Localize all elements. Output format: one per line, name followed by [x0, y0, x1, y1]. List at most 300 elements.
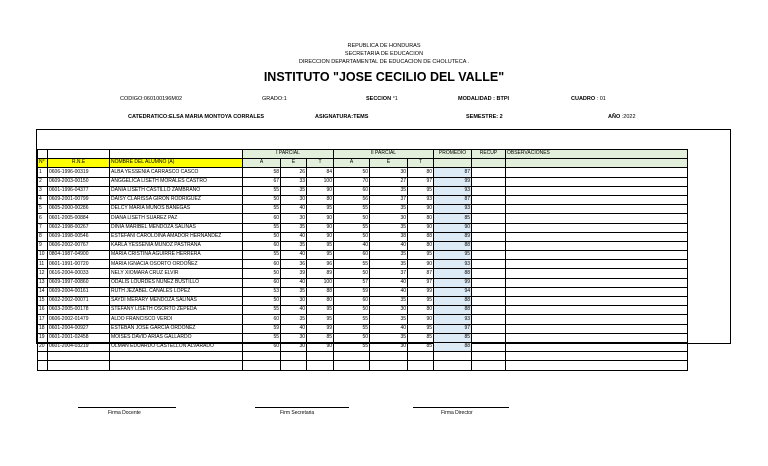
- row-rne: 0609-1997-00860: [48, 278, 110, 287]
- row-p1-a: 55: [243, 333, 281, 342]
- row-observaciones: [506, 205, 688, 214]
- row-p2-t: 88: [408, 232, 434, 241]
- row-p1-a: 55: [243, 223, 281, 232]
- seccion-label: [366, 96, 398, 102]
- row-p2-e: 40: [370, 287, 408, 296]
- row-recup: [472, 177, 506, 186]
- row-rne: 0609-2004-00161: [48, 287, 110, 296]
- table-row: [38, 195, 688, 204]
- signature-label-secretaria: Firm Secretaria: [280, 410, 315, 416]
- row-name: ANGGELICA LISETH MORALES CASTRO: [110, 177, 243, 186]
- row-number: 19: [38, 333, 48, 342]
- signature-line-secretaria: [255, 407, 349, 408]
- row-name: MARIA IGNACIA OSORTO ORDOÑEZ: [110, 260, 243, 269]
- row-p2-t: 95: [408, 324, 434, 333]
- row-p2-a: 40: [334, 241, 370, 250]
- document-title: INSTITUTO "JOSE CECILIO DEL VALLE": [263, 70, 505, 84]
- row-p2-e: 40: [370, 241, 408, 250]
- row-p2-e: 40: [370, 278, 408, 287]
- row-observaciones: [506, 232, 688, 241]
- row-p1-e: 40: [281, 278, 307, 287]
- row-number: 11: [38, 260, 48, 269]
- empty-cell: [370, 352, 408, 361]
- row-recup: [472, 251, 506, 260]
- row-observaciones: [506, 241, 688, 250]
- row-promedio: 93: [434, 315, 472, 324]
- empty-cell: [110, 352, 243, 361]
- row-number: 20: [38, 342, 48, 351]
- row-p2-a: 60: [334, 186, 370, 195]
- signature-line-director: [413, 407, 509, 408]
- row-p2-e: 35: [370, 205, 408, 214]
- asignatura-label: ASIGNATURA:TEMS: [315, 114, 369, 120]
- row-number: 18: [38, 324, 48, 333]
- row-recup: [472, 232, 506, 241]
- row-name: ALDO FRANCISCO VERDI: [110, 315, 243, 324]
- row-observaciones: [506, 342, 688, 351]
- row-p2-e: 35: [370, 251, 408, 260]
- row-p2-t: 80: [408, 168, 434, 177]
- empty-cell: [243, 361, 281, 370]
- row-name: ALBA YESSENIA CARRASCO CASCO: [110, 168, 243, 177]
- row-rne: 0602-1998-00267: [48, 223, 110, 232]
- empty-cell: [243, 352, 281, 361]
- row-number: 14: [38, 287, 48, 296]
- col-promedio-blank: [434, 159, 472, 168]
- empty-cell: [434, 361, 472, 370]
- header-blank-rne: [48, 150, 110, 159]
- row-observaciones: [506, 214, 688, 223]
- row-promedio: 99: [434, 177, 472, 186]
- row-number: 12: [38, 269, 48, 278]
- row-p1-a: 67: [243, 177, 281, 186]
- empty-cell: [38, 352, 48, 361]
- row-promedio: 93: [434, 205, 472, 214]
- row-p2-e: 37: [370, 269, 408, 278]
- row-rne: 0606-2002-00767: [48, 241, 110, 250]
- anio-value: :2022: [621, 114, 636, 120]
- row-observaciones: [506, 223, 688, 232]
- row-recup: [472, 186, 506, 195]
- row-name: DINIA MARIBEL MENDOZA SALINAS: [110, 223, 243, 232]
- row-p1-e: 40: [281, 251, 307, 260]
- row-rne: 0601-2004-00927: [48, 324, 110, 333]
- row-recup: [472, 342, 506, 351]
- row-number: 3: [38, 186, 48, 195]
- row-observaciones: [506, 315, 688, 324]
- row-promedio: 95: [434, 251, 472, 260]
- row-p1-e: 30: [281, 195, 307, 204]
- row-p1-e: 35: [281, 315, 307, 324]
- row-p1-a: 53: [243, 287, 281, 296]
- row-recup: [472, 306, 506, 315]
- row-p2-e: 35: [370, 186, 408, 195]
- row-p1-t: 84: [307, 168, 334, 177]
- semestre-label: [466, 114, 503, 120]
- row-p2-t: 95: [408, 186, 434, 195]
- row-p1-t: 90: [307, 186, 334, 195]
- row-p2-e: 35: [370, 297, 408, 306]
- row-number: 4: [38, 195, 48, 204]
- table-row: [38, 333, 688, 342]
- row-number: 13: [38, 278, 48, 287]
- row-p1-e: 40: [281, 232, 307, 241]
- grades-table: [37, 149, 688, 371]
- row-p1-a: 55: [243, 186, 281, 195]
- row-p1-a: 59: [243, 324, 281, 333]
- anio-label: [608, 114, 636, 120]
- col-nombre-header: NOMBRE DEL ALUMNO (A): [110, 159, 243, 168]
- row-number: 15: [38, 297, 48, 306]
- grado-label: GRADO:1: [262, 96, 287, 102]
- row-promedio: 94: [434, 287, 472, 296]
- table-row: [38, 269, 688, 278]
- empty-row: [38, 361, 688, 370]
- row-p2-a: 59: [334, 287, 370, 296]
- col-rne-header: R.N.E: [48, 159, 110, 168]
- row-p1-e: 30: [281, 342, 307, 351]
- row-promedio: 89: [434, 232, 472, 241]
- row-p2-e: 35: [370, 223, 408, 232]
- row-name: OLMAN EDUARDO CASTELLON ALVARADO: [110, 342, 243, 351]
- row-promedio: 88: [434, 297, 472, 306]
- empty-cell: [48, 352, 110, 361]
- row-rne: 0606-2002-01479: [48, 315, 110, 324]
- row-rne: 0603-2005-00178: [48, 306, 110, 315]
- row-p2-e: 35: [370, 260, 408, 269]
- row-recup: [472, 214, 506, 223]
- row-p1-t: 99: [307, 324, 334, 333]
- col-n-header: N°: [38, 159, 48, 168]
- header-blank-n: [38, 150, 48, 159]
- row-name: DELCY MARIA MUÑOS BANEGAS: [110, 205, 243, 214]
- row-p1-t: 80: [307, 297, 334, 306]
- row-name: RUTH JEZABEL CANALES LOPEZ: [110, 287, 243, 296]
- table-row: [38, 241, 688, 250]
- row-p1-e: 35: [281, 241, 307, 250]
- row-promedio: 88: [434, 241, 472, 250]
- row-rne: 0605-2000-00286: [48, 205, 110, 214]
- row-observaciones: [506, 195, 688, 204]
- row-p1-a: 60: [243, 260, 281, 269]
- row-number: 1: [38, 168, 48, 177]
- row-p2-t: 95: [408, 251, 434, 260]
- row-promedio: 87: [434, 168, 472, 177]
- row-p1-t: 100: [307, 278, 334, 287]
- row-observaciones: [506, 324, 688, 333]
- table-row: [38, 168, 688, 177]
- row-name: KARLA YESSENIA MUÑOZ PASTRANA: [110, 241, 243, 250]
- seccion-value: °1: [392, 96, 398, 102]
- row-p1-t: 95: [307, 241, 334, 250]
- row-rne: 0601-2001-02458: [48, 333, 110, 342]
- empty-cell: [408, 352, 434, 361]
- row-observaciones: [506, 260, 688, 269]
- row-observaciones: [506, 278, 688, 287]
- row-p1-t: 100: [307, 177, 334, 186]
- row-name: DANIA LISETH CASTILLO ZAMBRANO: [110, 186, 243, 195]
- row-p1-e: 40: [281, 205, 307, 214]
- row-observaciones: [506, 168, 688, 177]
- row-recup: [472, 269, 506, 278]
- row-number: 5: [38, 205, 48, 214]
- row-p1-t: 95: [307, 251, 334, 260]
- header-row-parcial: [38, 150, 688, 159]
- row-p1-t: 89: [307, 269, 334, 278]
- row-p1-e: 33: [281, 177, 307, 186]
- empty-cell: [38, 361, 48, 370]
- row-p1-t: 80: [307, 195, 334, 204]
- row-p2-e: 30: [370, 214, 408, 223]
- row-p1-a: 50: [243, 195, 281, 204]
- table-row: [38, 214, 688, 223]
- row-promedio: 93: [434, 186, 472, 195]
- row-p1-e: 35: [281, 287, 307, 296]
- empty-cell: [370, 361, 408, 370]
- row-observaciones: [506, 177, 688, 186]
- row-p2-a: 50: [334, 214, 370, 223]
- row-p1-a: 60: [243, 278, 281, 287]
- row-p1-t: 95: [307, 205, 334, 214]
- row-recup: [472, 260, 506, 269]
- col-e2-header: E: [370, 159, 408, 168]
- row-p2-a: 55: [334, 324, 370, 333]
- table-row: [38, 278, 688, 287]
- signature-label-director: Firma Director: [441, 410, 473, 416]
- row-p2-a: 55: [334, 342, 370, 351]
- table-row: [38, 260, 688, 269]
- empty-cell: [281, 352, 307, 361]
- row-p2-a: 60: [334, 297, 370, 306]
- table-row: [38, 177, 688, 186]
- row-rne: 0804-1987-04900: [48, 251, 110, 260]
- header-line-2: SECRETARIA DE EDUCACION: [344, 51, 424, 57]
- row-promedio: 88: [434, 306, 472, 315]
- catedratico-label: CATEDRATICO:ELSA MARIA MONTOYA CORRALES: [128, 114, 265, 120]
- row-rne: 0616-2004-00033: [48, 269, 110, 278]
- row-p1-e: 40: [281, 306, 307, 315]
- row-p2-e: 27: [370, 177, 408, 186]
- row-p2-t: 85: [408, 342, 434, 351]
- row-p2-a: 57: [334, 278, 370, 287]
- row-p1-a: 60: [243, 214, 281, 223]
- empty-cell: [506, 361, 688, 370]
- col-e1-header: E: [281, 159, 307, 168]
- row-recup: [472, 223, 506, 232]
- row-p1-t: 90: [307, 223, 334, 232]
- row-p2-e: 37: [370, 195, 408, 204]
- row-p1-a: 55: [243, 251, 281, 260]
- header-line-1: REPUBLICA DE HONDURAS: [347, 43, 421, 49]
- col-obs-blank: [506, 159, 688, 168]
- row-recup: [472, 205, 506, 214]
- promedio-header: PROMEDIO: [434, 150, 472, 159]
- row-number: 9: [38, 241, 48, 250]
- row-p2-e: 35: [370, 333, 408, 342]
- empty-cell: [408, 361, 434, 370]
- seccion-key: SECCION: [366, 96, 392, 102]
- header-blank-nombre: [110, 150, 243, 159]
- row-p1-e: 30: [281, 297, 307, 306]
- row-name: NELY XIOMARA CRUZ ELVIR: [110, 269, 243, 278]
- row-number: 2: [38, 177, 48, 186]
- empty-cell: [472, 352, 506, 361]
- row-recup: [472, 195, 506, 204]
- row-p2-t: 97: [408, 278, 434, 287]
- row-recup: [472, 333, 506, 342]
- row-promedio: 85: [434, 214, 472, 223]
- empty-row: [38, 352, 688, 361]
- row-rne: 0601-2005-00884: [48, 214, 110, 223]
- table-row: [38, 251, 688, 260]
- row-p1-e: 35: [281, 186, 307, 195]
- row-number: 8: [38, 232, 48, 241]
- row-recup: [472, 287, 506, 296]
- empty-cell: [506, 352, 688, 361]
- row-p2-e: 30: [370, 342, 408, 351]
- row-p2-a: 50: [334, 232, 370, 241]
- row-p1-e: 36: [281, 260, 307, 269]
- row-promedio: 97: [434, 324, 472, 333]
- row-promedio: 88: [434, 342, 472, 351]
- row-rne: 0609-2003-00150: [48, 177, 110, 186]
- observaciones-header: OBSERVACIONES: [506, 150, 688, 159]
- row-p2-t: 97: [408, 177, 434, 186]
- row-observaciones: [506, 306, 688, 315]
- row-p2-e: 35: [370, 315, 408, 324]
- table-row: [38, 315, 688, 324]
- row-p2-a: 50: [334, 168, 370, 177]
- row-number: 7: [38, 223, 48, 232]
- row-p2-a: 70: [334, 177, 370, 186]
- row-p1-t: 96: [307, 260, 334, 269]
- row-p2-e: 30: [370, 306, 408, 315]
- col-a2-header: A: [334, 159, 370, 168]
- row-p1-a: 50: [243, 269, 281, 278]
- row-recup: [472, 297, 506, 306]
- row-name: SAYDI MERARY MENDOZA SALINAS: [110, 297, 243, 306]
- row-promedio: 85: [434, 333, 472, 342]
- row-p2-t: 90: [408, 205, 434, 214]
- row-p2-a: 55: [334, 260, 370, 269]
- row-p2-a: 50: [334, 333, 370, 342]
- row-recup: [472, 241, 506, 250]
- row-observaciones: [506, 333, 688, 342]
- col-a1-header: A: [243, 159, 281, 168]
- row-p1-t: 95: [307, 306, 334, 315]
- cuadro-label: [571, 96, 606, 102]
- row-p2-t: 80: [408, 214, 434, 223]
- table-row: [38, 297, 688, 306]
- row-p2-t: 85: [408, 333, 434, 342]
- row-p1-t: 85: [307, 333, 334, 342]
- empty-cell: [334, 361, 370, 370]
- row-p1-e: 30: [281, 214, 307, 223]
- row-p2-a: 55: [334, 223, 370, 232]
- row-p1-t: 95: [307, 315, 334, 324]
- row-p2-t: 95: [408, 297, 434, 306]
- semestre-value: SEMESTRE: 2: [466, 114, 503, 120]
- header-line-3: DIRECCION DEPARTAMENTAL DE EDUCACION DE CHOLUTECA .: [298, 59, 470, 65]
- table-row: [38, 205, 688, 214]
- row-p2-t: 80: [408, 241, 434, 250]
- col-recup-blank: [472, 159, 506, 168]
- row-promedio: 88: [434, 269, 472, 278]
- row-number: 6: [38, 214, 48, 223]
- row-p1-a: 55: [243, 306, 281, 315]
- recup-header: RECUP: [472, 150, 506, 159]
- row-p2-a: 55: [334, 315, 370, 324]
- row-promedio: 99: [434, 278, 472, 287]
- row-p2-t: 90: [408, 315, 434, 324]
- row-rne: 0601-1996-04377: [48, 186, 110, 195]
- row-name: ESTEFANI CAROLOINA AMADOR HERNANDEZ: [110, 232, 243, 241]
- row-p2-e: 38: [370, 232, 408, 241]
- row-p1-t: 90: [307, 232, 334, 241]
- cuadro-value: : 01: [596, 96, 606, 102]
- parcial-2-header: II PARCIAL: [334, 150, 434, 159]
- row-observaciones: [506, 297, 688, 306]
- row-p1-a: 55: [243, 205, 281, 214]
- row-p2-t: 90: [408, 223, 434, 232]
- table-row: [38, 223, 688, 232]
- row-promedio: 93: [434, 260, 472, 269]
- table-row: [38, 306, 688, 315]
- row-p2-a: 60: [334, 251, 370, 260]
- row-p2-a: 55: [334, 205, 370, 214]
- row-rne: 0602-2002-00071: [48, 297, 110, 306]
- row-name: DIANA LISETH SUAREZ PAZ: [110, 214, 243, 223]
- row-p2-a: 56: [334, 195, 370, 204]
- row-name: DAISY CLARISSA GIRON RODRIGUEZ: [110, 195, 243, 204]
- row-name: MARIA CRISTINA AGUIRRE HERRERA: [110, 251, 243, 260]
- row-recup: [472, 168, 506, 177]
- row-observaciones: [506, 287, 688, 296]
- empty-cell: [472, 361, 506, 370]
- row-name: ODALIS LOURDES NUÑEZ BUSTILLO: [110, 278, 243, 287]
- row-p1-a: 50: [243, 232, 281, 241]
- row-rne: 0609-1998-00546: [48, 232, 110, 241]
- row-name: MOISES DAVID ARIAS GALLARDO: [110, 333, 243, 342]
- row-p1-e: 26: [281, 168, 307, 177]
- row-number: 10: [38, 251, 48, 260]
- table-row: [38, 186, 688, 195]
- signature-line-docente: [78, 407, 176, 408]
- row-p1-e: 39: [281, 269, 307, 278]
- row-p1-t: 88: [307, 287, 334, 296]
- row-name: STEFANY LISETH OSORTO ZEPEDA: [110, 306, 243, 315]
- empty-cell: [281, 361, 307, 370]
- row-promedio: 87: [434, 195, 472, 204]
- row-p2-t: 93: [408, 195, 434, 204]
- row-p1-t: 90: [307, 214, 334, 223]
- empty-cell: [307, 361, 334, 370]
- empty-cell: [48, 361, 110, 370]
- row-number: 17: [38, 315, 48, 324]
- row-rne: 0601-2004-03219: [48, 342, 110, 351]
- empty-cell: [307, 352, 334, 361]
- table-row: [38, 232, 688, 241]
- row-p1-e: 30: [281, 333, 307, 342]
- row-recup: [472, 315, 506, 324]
- row-rne: 0606-1996-00319: [48, 168, 110, 177]
- anio-key: AÑO: [608, 114, 621, 120]
- table-row: [38, 342, 688, 351]
- row-p2-e: 30: [370, 168, 408, 177]
- row-observaciones: [506, 186, 688, 195]
- row-p2-a: 50: [334, 306, 370, 315]
- row-p1-a: 60: [243, 315, 281, 324]
